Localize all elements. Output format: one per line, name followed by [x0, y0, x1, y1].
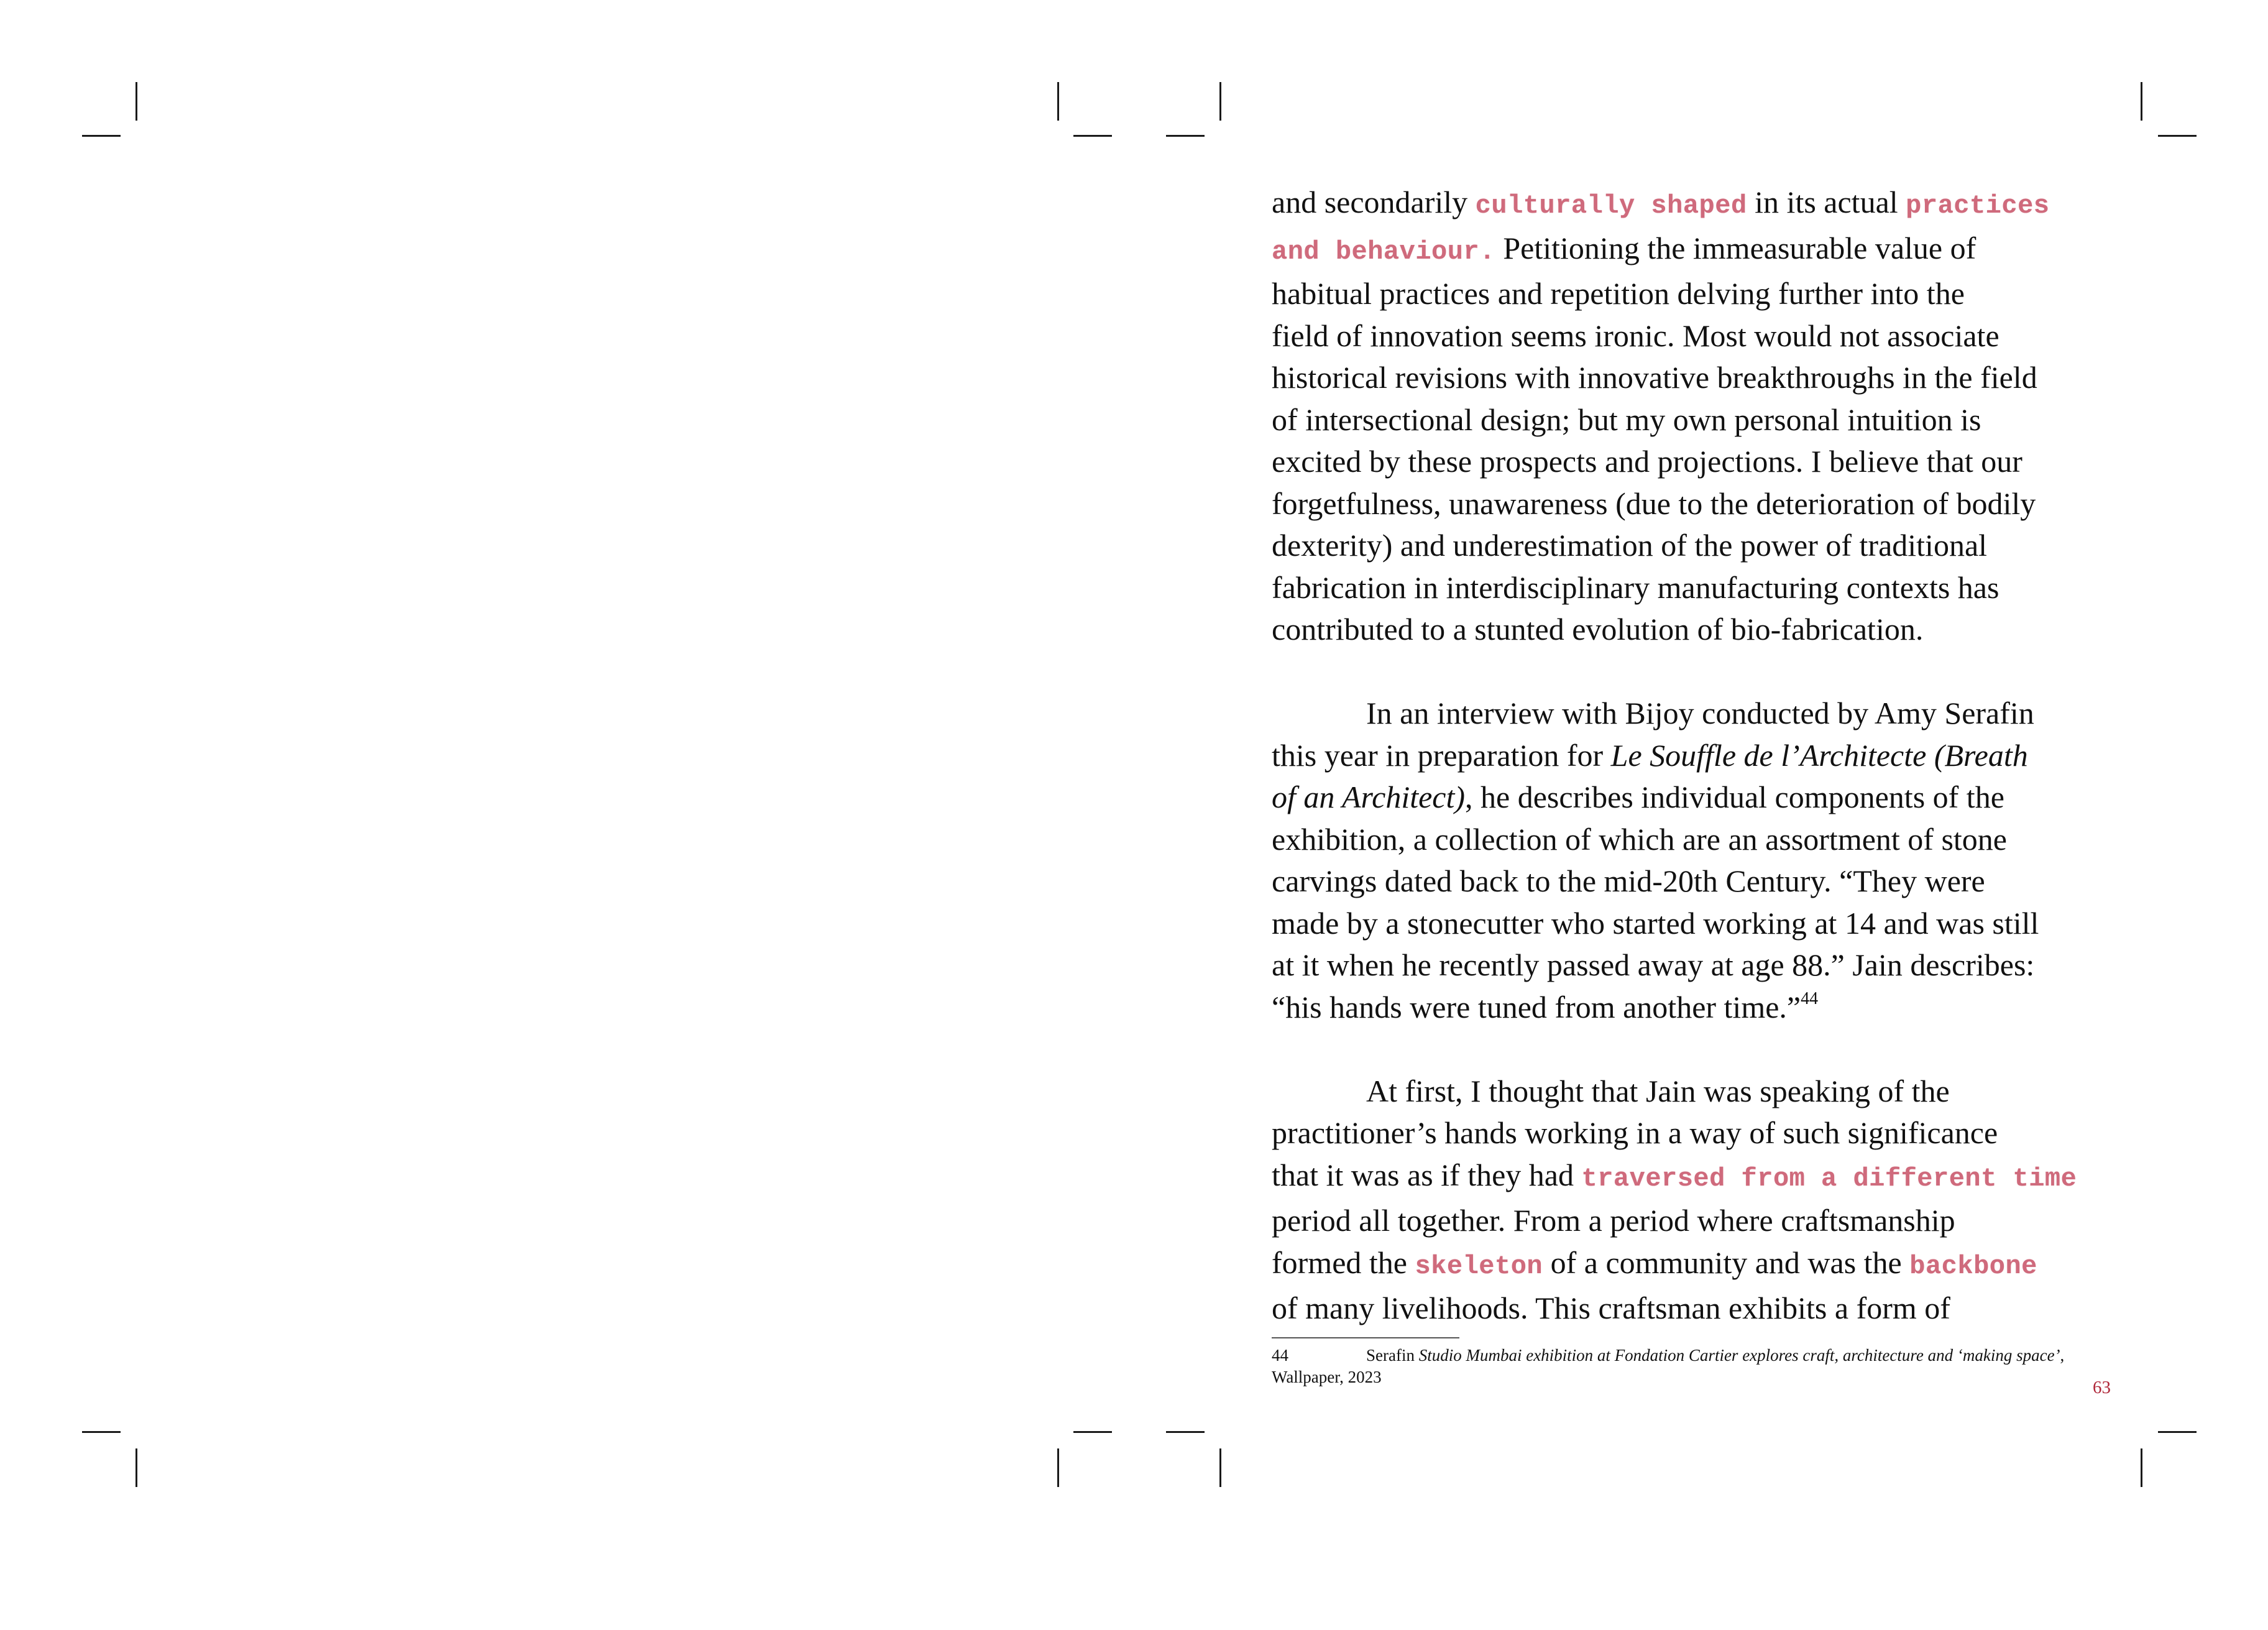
text-run: contributed to a stunted evolution of bio-fabrication.: [1272, 612, 1924, 647]
crop-mark: [135, 1448, 137, 1487]
text-run: excited by these prospects and projections. I believe that our: [1272, 444, 2022, 479]
typewriter-highlight: and behaviour.: [1272, 236, 1495, 267]
text-run: Serafin: [1366, 1346, 1419, 1365]
left-page: [137, 136, 1059, 1432]
footnote: [1272, 1345, 2080, 1388]
crop-mark: [1057, 82, 1059, 121]
text-run: field of innovation seems ironic. Most would not associate: [1272, 318, 1999, 353]
text-run: made by a stonecutter who started working at 14 and was still: [1272, 905, 2039, 941]
text-run: of a community and was the: [1543, 1245, 1910, 1280]
paragraph-1: [1272, 182, 2098, 651]
text-run: At first, I thought that Jain was speaking of the: [1366, 1073, 1950, 1108]
text-run: exhibition, a collection of which are an assortment of stone: [1272, 821, 2007, 857]
text-run: Petitioning the immeasurable value of: [1495, 230, 1976, 265]
text-run: forgetfulness, unawareness (due to the deterioration of bodily: [1272, 486, 2036, 521]
italic-text: of an Architect): [1272, 780, 1466, 814]
crop-mark: [2141, 1448, 2142, 1487]
text-run: this year in preparation for: [1272, 737, 1611, 773]
text-run: “his hands were tuned from another time.”: [1272, 989, 1801, 1025]
crop-mark: [82, 135, 121, 137]
text-run: , Wallpaper, 2023: [1272, 1346, 2065, 1386]
text-run: practitioner’s hands working in a way of such significance: [1272, 1115, 1998, 1150]
typewriter-highlight: traversed from a different time: [1581, 1163, 2077, 1194]
text-run: that it was as if they had: [1272, 1157, 1582, 1192]
crop-mark: [135, 82, 137, 121]
crop-mark: [1219, 82, 1221, 121]
paragraph-3: [1272, 1071, 2098, 1330]
footnote-text: [1272, 1346, 2064, 1386]
body-text: [1272, 182, 2098, 1330]
footnote-reference: 44: [1801, 988, 1819, 1008]
text-run: period all together. From a period where craftsmanship: [1272, 1203, 1955, 1238]
paragraph-2: [1272, 693, 2098, 1028]
typewriter-highlight: backbone: [1909, 1251, 2037, 1281]
text-run: fabrication in interdisciplinary manufacturing contexts has: [1272, 569, 1999, 605]
italic-text: Le Souffle de l’Architecte (Breath: [1610, 737, 2028, 773]
italic-text: Studio Mumbai exhibition at Fondation Cartier explores craft, architecture and ‘making space’: [1418, 1346, 2060, 1365]
footnote-rule: [1272, 1337, 1459, 1338]
typewriter-highlight: culturally shaped: [1475, 191, 1747, 221]
crop-mark: [1166, 135, 1205, 137]
text-run: at it when he recently passed away at age 88.” Jain describes:: [1272, 947, 2035, 982]
crop-mark: [1166, 1431, 1205, 1433]
text-run: in its actual: [1747, 185, 1906, 219]
crop-mark: [2158, 135, 2197, 137]
crop-mark: [1057, 1448, 1059, 1487]
text-run: dexterity) and underestimation of the power of traditional: [1272, 528, 1988, 563]
text-run: In an interview with Bijoy conducted by Amy Serafin: [1366, 696, 2034, 730]
typewriter-highlight: skeleton: [1415, 1251, 1543, 1281]
crop-mark: [2141, 82, 2142, 121]
text-run: formed the: [1272, 1245, 1415, 1280]
crop-mark: [2158, 1431, 2197, 1433]
footnote-number: 44: [1272, 1346, 1288, 1365]
text-run: habitual practices and repetition delving further into the: [1272, 276, 1965, 311]
page-number: 63: [2093, 1378, 2111, 1397]
crop-mark: [82, 1431, 121, 1433]
typewriter-highlight: practices: [1906, 191, 2050, 221]
text-run: and secondarily: [1272, 185, 1476, 219]
crop-mark: [1073, 135, 1112, 137]
text-run: carvings dated back to the mid-20th Century. “They were: [1272, 863, 1985, 898]
text-run: , he describes individual components of the: [1465, 780, 2004, 814]
text-run: historical revisions with innovative breakthroughs in the field: [1272, 360, 2037, 395]
text-run: of many livelihoods. This craftsman exhibits a form of: [1272, 1291, 1950, 1325]
text-run: of intersectional design; but my own personal intuition is: [1272, 402, 1981, 437]
crop-mark: [1073, 1431, 1112, 1433]
crop-mark: [1219, 1448, 1221, 1487]
